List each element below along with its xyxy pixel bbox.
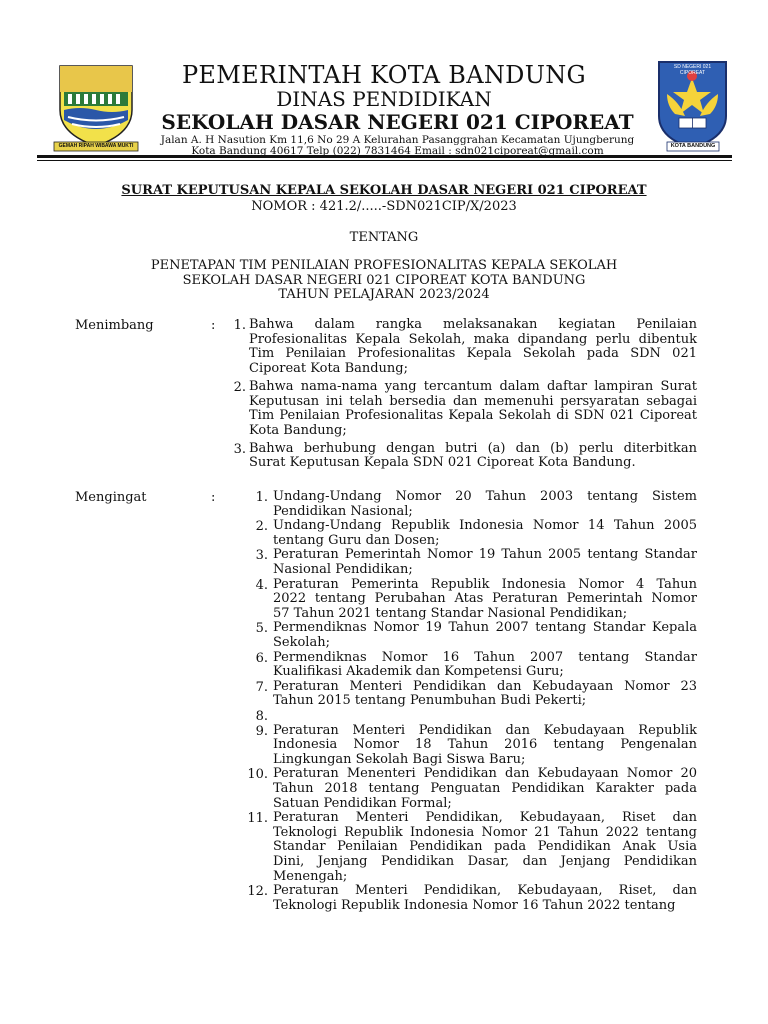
decree-subject-line1: PENETAPAN TIM PENILAIAN PROFESIONALITAS KEPALA SEKOLAH bbox=[150, 258, 618, 273]
mengingat-item-text: Teknologi Republik Indonesia Nomor 21 Tahun 2022 tentang bbox=[273, 824, 697, 840]
menimbang-colon: : bbox=[211, 318, 216, 333]
header-address-line2: Kota Bandung 40617 Telp (022) 7831464 Email : sdn021ciporeat@gmail.com bbox=[191, 145, 604, 157]
header-school-name: SEKOLAH DASAR NEGERI 021 CIPOREAT bbox=[161, 110, 634, 134]
menimbang-item-text: Tim Penilaian Profesionalitas Kepala Sekolah pada SDN 021 bbox=[249, 346, 697, 362]
menimbang-item-text: Tim Penilaian Profesionalitas Kepala Sekolah di SDN 021 Ciporeat bbox=[249, 408, 697, 424]
menimbang-item-text: Bahwa nama-nama yang tercantum dalam daftar lampiran Surat bbox=[249, 378, 697, 394]
header-address-line1: Jalan A. H Nasution Km 11,6 No 29 A Kelurahan Pasanggrahan Kecamatan Ujungberung bbox=[160, 134, 635, 146]
mengingat-item-text: Pendidikan Nasional; bbox=[273, 503, 413, 519]
mengingat-item-number: 11. bbox=[247, 811, 268, 827]
mengingat-item-number: 4. bbox=[255, 577, 268, 593]
menimbang-item-text: Surat Keputusan Kepala SDN 021 Ciporeat Kota Bandung. bbox=[249, 455, 636, 471]
mengingat-item-text: Teknologi Republik Indonesia Nomor 16 Tahun 2022 tentang bbox=[273, 897, 676, 913]
mengingat-item-text: Peraturan Pemerinta Republik Indonesia Nomor 4 Tahun bbox=[273, 576, 697, 592]
decree-title: SURAT KEPUTUSAN KEPALA SEKOLAH DASAR NEGERI 021 CIPOREAT bbox=[121, 183, 647, 198]
mengingat-item-number: 1. bbox=[255, 490, 268, 505]
menimbang-item-text: Bahwa berhubung dengan butri (a) dan (b) perlu diterbitkan bbox=[249, 440, 697, 456]
header-divider-thin bbox=[37, 160, 732, 161]
menimbang-item-number: 1. bbox=[233, 318, 246, 333]
header-government: PEMERINTAH KOTA BANDUNG bbox=[181, 61, 587, 89]
menimbang-item-number: 3. bbox=[233, 441, 246, 457]
left-logo-motto: GEMAH RIPAH WIBAWA MUKTI bbox=[58, 143, 134, 149]
mengingat-item-text: Tahun 2018 tentang Penguatan Pendidikan Karakter pada bbox=[273, 781, 697, 796]
mengingat-item-number: 5. bbox=[255, 621, 268, 637]
menimbang-item-text: Profesionalitas Kepala Sekolah, maka dipandang perlu dibentuk bbox=[249, 331, 697, 347]
mengingat-item-text: Undang-Undang Republik Indonesia Nomor 14 Tahun 2005 bbox=[273, 518, 697, 534]
mengingat-item-text: Peraturan Menteri Pendidikan, Kebudayaan, Riset, dan bbox=[273, 883, 697, 899]
mengingat-item-number: 12. bbox=[247, 884, 268, 900]
header-department: DINAS PENDIDIKAN bbox=[276, 87, 492, 111]
mengingat-item-text: Dini, Jenjang Pendidikan Dasar, dan Jenjang Pendidikan bbox=[273, 854, 697, 869]
right-logo-top-text: SD NEGERI 021 CIPOREAT bbox=[673, 64, 712, 76]
mengingat-item-text: Kualifikasi Akademik dan Kompetensi Guru; bbox=[273, 664, 564, 680]
header-divider-thick bbox=[37, 155, 732, 158]
decree-number: NOMOR : 421.2/.....-SDN021CIP/X/2023 bbox=[251, 199, 517, 214]
mengingat-item-text: Peraturan Menenteri Pendidikan dan Kebudayaan Nomor 20 bbox=[273, 766, 697, 782]
mengingat-colon: : bbox=[211, 490, 216, 505]
mengingat-item-text: Nasional Pendidikan; bbox=[273, 562, 413, 577]
mengingat-item-text: Permendiknas Nomor 19 Tahun 2007 tentang Standar Kepala bbox=[273, 620, 697, 636]
menimbang-label: Menimbang bbox=[75, 318, 154, 333]
menimbang-item-text: Ciporeat Kota Bandung; bbox=[249, 360, 409, 376]
mengingat-item-number: 2. bbox=[255, 519, 268, 535]
right-logo-bottom-text: KOTA BANDUNG bbox=[670, 143, 716, 149]
mengingat-label: Mengingat bbox=[75, 490, 147, 505]
mengingat-item-text: Peraturan Menteri Pendidikan dan Kebudayaan Republik bbox=[273, 722, 697, 738]
decree-subject-line3: TAHUN PELAJARAN 2023/2024 bbox=[278, 287, 490, 302]
decree-about: TENTANG bbox=[349, 230, 419, 245]
mengingat-item-text: Standar Penilaian Pendidikan pada Pendidikan Anak Usia bbox=[273, 839, 697, 855]
mengingat-item-text: tentang Guru dan Dosen; bbox=[273, 532, 440, 548]
mengingat-item-text: Undang-Undang Nomor 20 Tahun 2003 tentang Sistem bbox=[273, 489, 697, 504]
mengingat-item-number: 8. bbox=[255, 709, 268, 724]
mengingat-item-text: Satuan Pendidikan Formal; bbox=[273, 795, 452, 811]
mengingat-item-text: 2022 tentang Perubahan Atas Peraturan Pemerintah Nomor bbox=[273, 591, 697, 607]
mengingat-item-text: Tahun 2015 tentang Penumbuhan Budi Pekerti; bbox=[273, 693, 587, 709]
mengingat-item-text: Peraturan Pemerintah Nomor 19 Tahun 2005 tentang Standar bbox=[273, 547, 697, 563]
mengingat-item-text: Sekolah; bbox=[273, 635, 330, 650]
mengingat-item-number: 9. bbox=[255, 723, 268, 739]
mengingat-item-text: Lingkungan Sekolah Bagi Siswa Baru; bbox=[273, 751, 526, 767]
mengingat-item-text: Menengah; bbox=[273, 868, 348, 884]
mengingat-item-text: 57 Tahun 2021 tentang Standar Nasional Pendidikan; bbox=[273, 605, 628, 621]
mengingat-item-number: 7. bbox=[255, 679, 268, 695]
mengingat-item-text: Indonesia Nomor 18 Tahun 2016 tentang Pengenalan bbox=[273, 737, 697, 753]
menimbang-item-text: Kota Bandung; bbox=[249, 422, 347, 438]
menimbang-item-number: 2. bbox=[233, 379, 246, 395]
mengingat-item-text: Peraturan Menteri Pendidikan dan Kebudayaan Nomor 23 bbox=[273, 678, 697, 694]
mengingat-item-number: 3. bbox=[255, 548, 268, 564]
mengingat-item-number: 10. bbox=[247, 767, 268, 783]
mengingat-item-number: 6. bbox=[255, 650, 268, 666]
mengingat-item-text: Permendiknas Nomor 16 Tahun 2007 tentang Standar bbox=[273, 649, 697, 665]
mengingat-item-text: Peraturan Menteri Pendidikan, Kebudayaan, Riset dan bbox=[273, 810, 697, 826]
menimbang-item-text: Bahwa dalam rangka melaksanakan kegiatan Penilaian bbox=[249, 317, 697, 332]
menimbang-item-text: Keputusan ini telah bersedia dan memenuhi persyaratan sebagai bbox=[249, 393, 697, 409]
decree-subject-line2: SEKOLAH DASAR NEGERI 021 CIPOREAT KOTA BANDUNG bbox=[182, 273, 586, 288]
